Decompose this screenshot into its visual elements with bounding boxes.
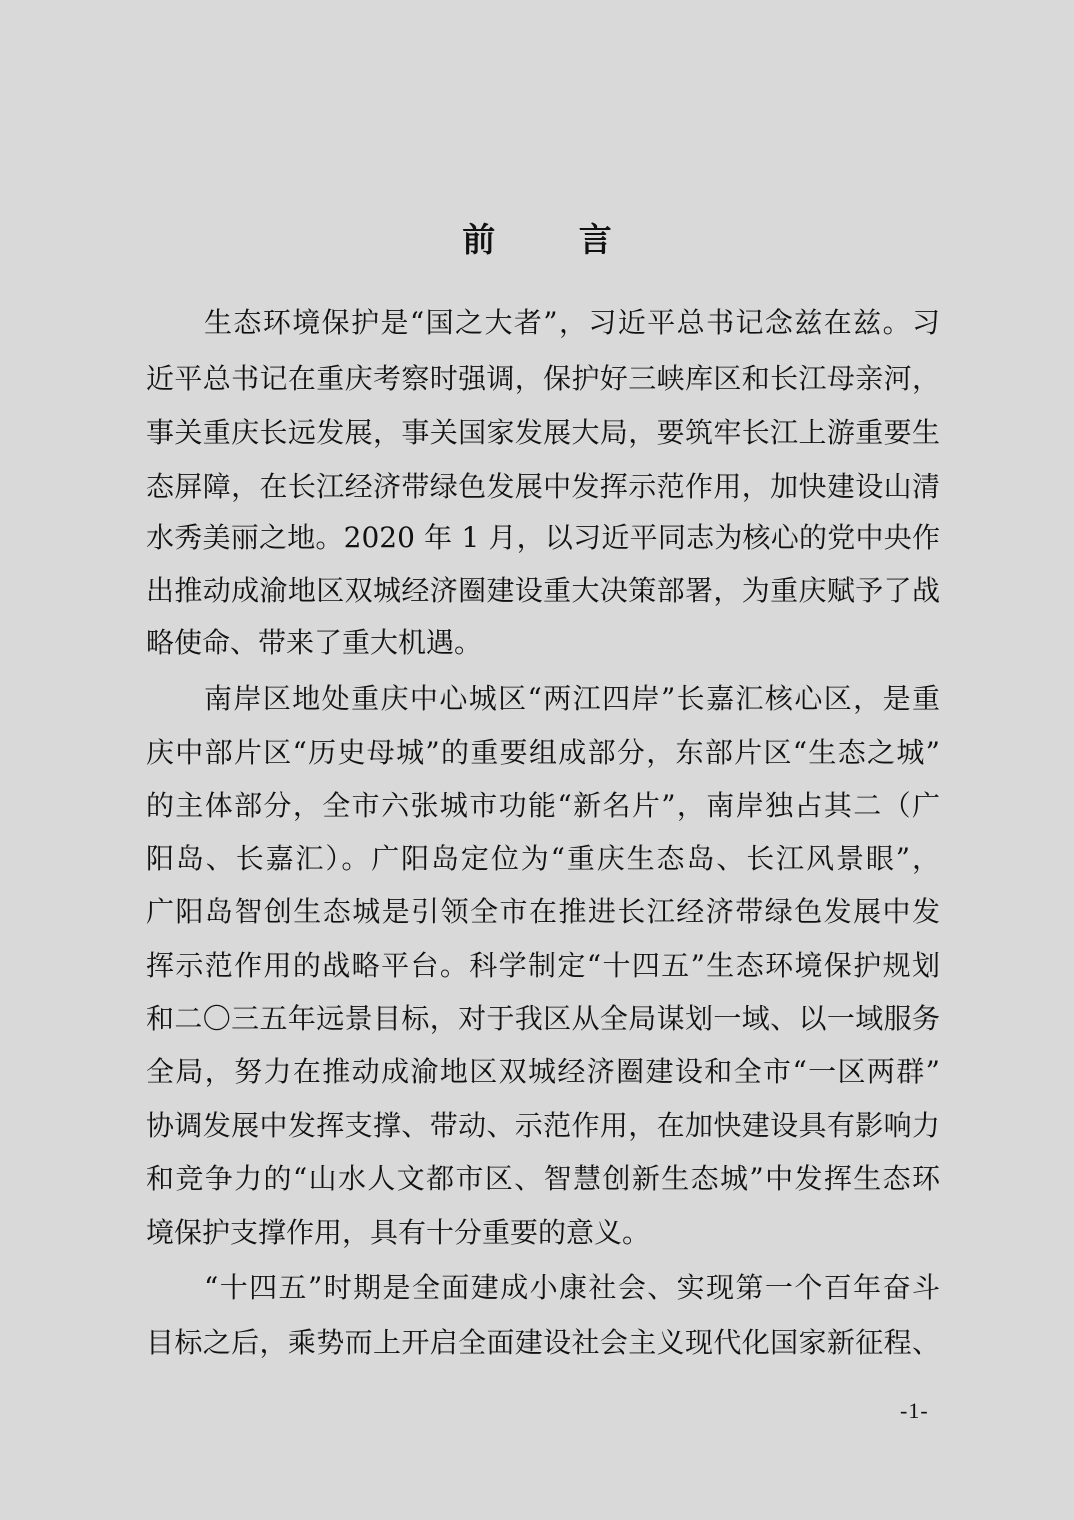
paragraph-line: 境保护支撑作用，具有十分重要的意义。 [146, 1216, 651, 1249]
paragraph-line: 目标之后，乘势而上开启全面建设社会主义现代化国家新征程、 [146, 1326, 940, 1359]
paragraph-line: 南岸区地处重庆中心城区“两江四岸”长嘉汇核心区，是重 [204, 682, 940, 715]
page-title: 前 言 [462, 220, 648, 259]
paragraph-line: 协调发展中发挥支撑、带动、示范作用，在加快建设具有影响力 [146, 1109, 940, 1142]
paragraph-line: 广阳岛智创生态城是引领全市在推进长江经济带绿色发展中发 [146, 895, 940, 928]
paragraph-line: “十四五”时期是全面建成小康社会、实现第一个百年奋斗 [204, 1271, 940, 1304]
paragraph-line: 出推动成渝地区双城经济圈建设重大决策部署，为重庆赋予了战 [146, 574, 940, 607]
page-number: -1- [900, 1398, 929, 1423]
paragraph-line: 略使命、带来了重大机遇。 [146, 626, 483, 659]
paragraph-line: 和二〇三五年远景目标，对于我区从全局谋划一域、以一域服务 [146, 1002, 940, 1035]
paragraph-line: 阳岛、长嘉汇）。广阳岛定位为“重庆生态岛、长江风景眼”， [146, 842, 940, 875]
paragraph-line: 生态环境保护是“国之大者”，习近平总书记念兹在兹。习 [204, 306, 940, 339]
paragraph-line: 挥示范作用的战略平台。科学制定“十四五”生态环境保护规划 [146, 949, 940, 982]
paragraph-line: 态屏障，在长江经济带绿色发展中发挥示范作用，加快建设山清 [146, 470, 940, 503]
paragraph-line: 的主体部分，全市六张城市功能“新名片”，南岸独占其二（广 [146, 789, 940, 822]
paragraph-line: 和竞争力的“山水人文都市区、智慧创新生态城”中发挥生态环 [146, 1162, 940, 1195]
paragraph-line: 全局，努力在推动成渝地区双城经济圈建设和全市“一区两群” [146, 1055, 940, 1088]
paragraph-line: 近平总书记在重庆考察时强调，保护好三峡库区和长江母亲河， [146, 362, 940, 395]
paragraph-line: 水秀美丽之地。2020 年 1 月，以习近平同志为核心的党中央作 [146, 521, 940, 554]
paragraph-line: 事关重庆长远发展，事关国家发展大局，要筑牢长江上游重要生 [146, 416, 940, 449]
paragraph-line: 庆中部片区“历史母城”的重要组成部分，东部片区“生态之城” [146, 736, 940, 769]
